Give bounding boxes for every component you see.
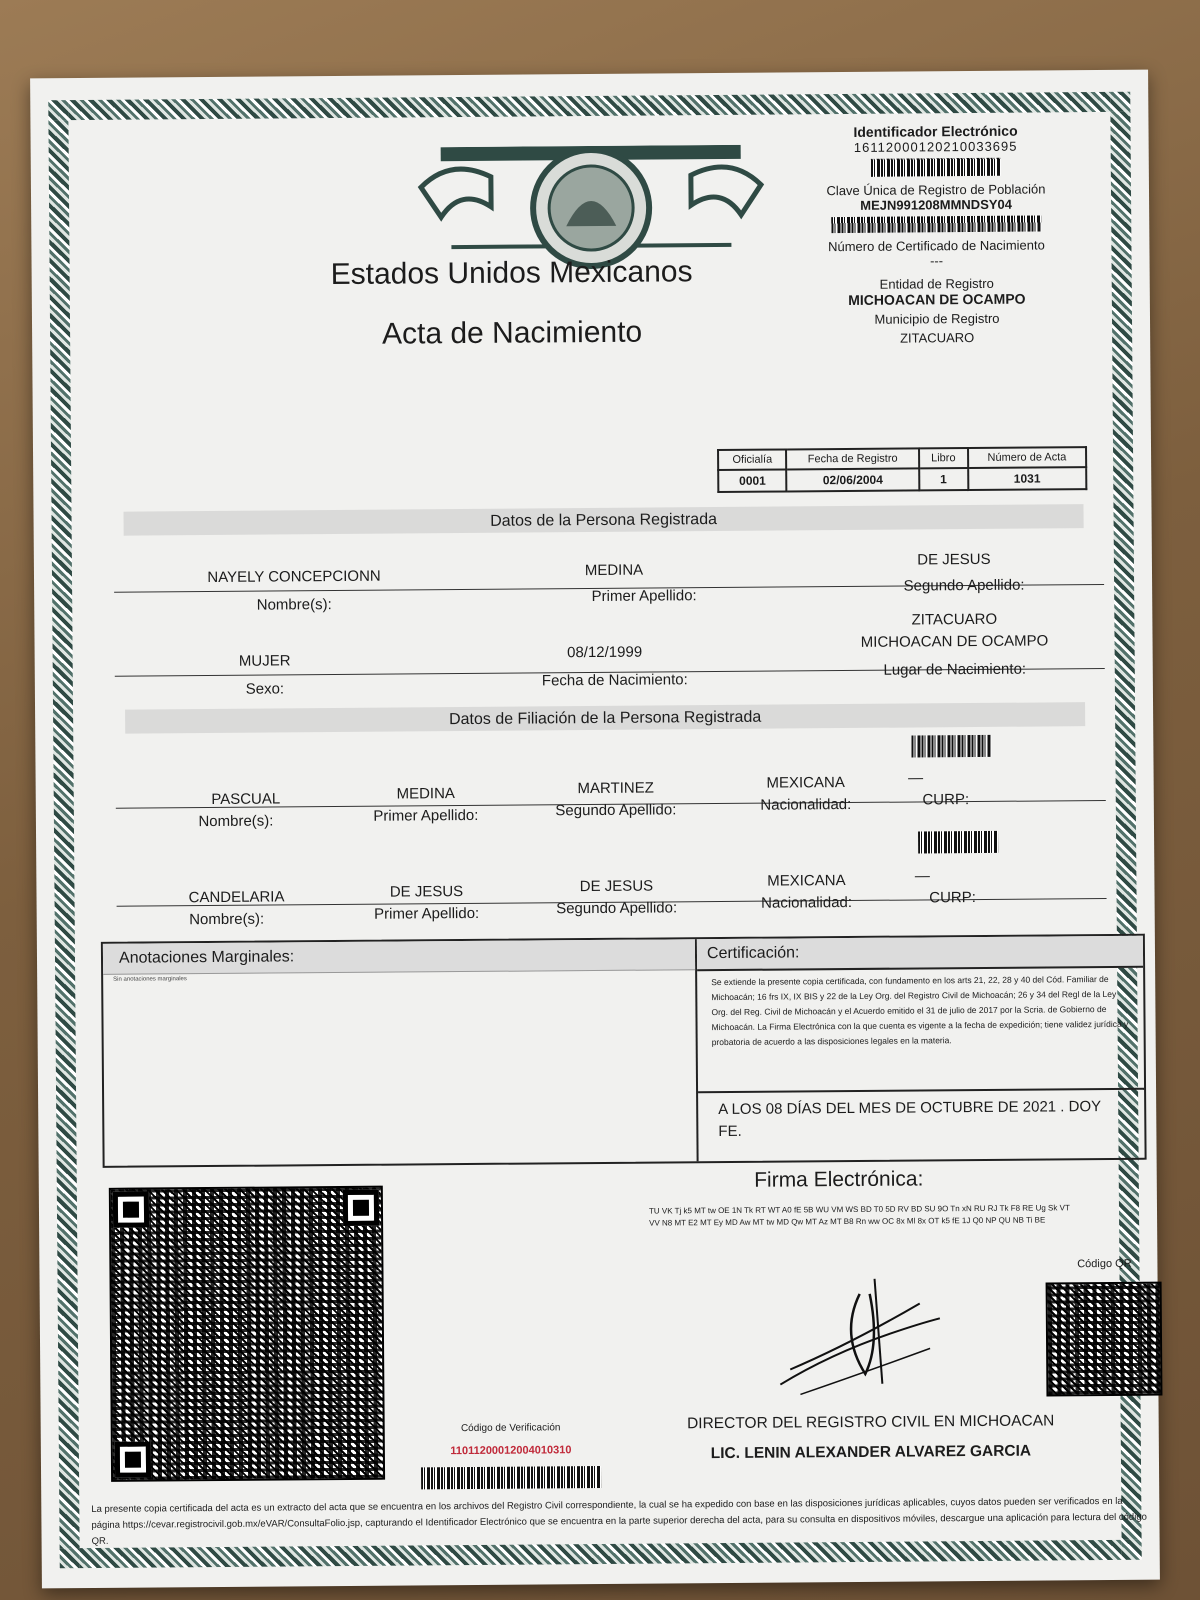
parent-2-nationality-value: MEXICANA bbox=[767, 872, 846, 890]
electronic-id-label: Identificador Electrónico bbox=[853, 122, 1018, 140]
annotations-body: Sin anotaciones marginales bbox=[113, 976, 187, 983]
annotations-title: Anotaciones Marginales: bbox=[103, 939, 695, 975]
certification-date-line: A LOS 08 DÍAS DEL MES DE OCTUBRE DE 2021 . DOY FE. bbox=[718, 1098, 1101, 1141]
parent-1-second-surname-label: Segundo Apellido: bbox=[555, 801, 677, 820]
qr-label: Código QR bbox=[1077, 1257, 1132, 1271]
parent-2-curp-barcode bbox=[918, 831, 998, 854]
person-name-value: NAYELY CONCEPCIONN bbox=[207, 567, 381, 587]
verification-label: Código de Verificación bbox=[460, 1422, 561, 1435]
qr-finder-pattern bbox=[115, 1442, 151, 1478]
certificate-label: Número de Certificado de Nacimiento bbox=[827, 237, 1045, 255]
registry-act-number-value: 1031 bbox=[968, 467, 1086, 490]
footer-disclaimer: La presente copia certificada del acta es un extracto del acta que se encuentra en los archivos del Registro Civil correspondiente, la cual se ha expedido con base en las disposiciones jurídicas aplicables, cuyos datos pueden ser verificados en la página https://cevar.registrocivil.gob.mx/eVAR/ConsultaFolio.jsp, capturando el Identificador Electrónico que se encuentra en la parte superior derecha del acta, para su consulta en dispositivos móviles, descargue una aplicación para lectura del código QR. bbox=[91, 1495, 1147, 1547]
electronic-signature-code: TU VK Tj k5 MT tw OE 1N Tk RT WT A0 fE 5B WU VM WS BD T0 5D RV BD SU 9O Tn xN RU RJ Tk F8 RE Ug Sk VT VV N8 MT E2 MT Ey MD Aw MT tw MD Qw MT Az MT B8 Rn ww OC 8x Ml 8x OT k5 fE 1J Q0 NP QU NB Ti BE bbox=[648, 1203, 1070, 1228]
parent-2-name-value: CANDELARIA bbox=[188, 888, 285, 907]
curp-barcode bbox=[831, 215, 1041, 233]
person-name-label: Nombre(s): bbox=[256, 596, 332, 614]
parent-1-second-surname-value: MARTINEZ bbox=[577, 779, 654, 798]
person-second-surname-value: DE JESUS bbox=[917, 550, 991, 569]
electronic-signature-title: Firma Electrónica: bbox=[754, 1167, 924, 1192]
verification-barcode bbox=[421, 1466, 601, 1489]
person-first-surname-value: MEDINA bbox=[584, 561, 644, 580]
certification-panel bbox=[697, 936, 1145, 1161]
registry-header-cell: Oficialía bbox=[718, 449, 787, 470]
document-title: Acta de Nacimiento bbox=[381, 315, 643, 351]
certificate-value: --- bbox=[929, 253, 944, 269]
parent-2-nationality-label: Nacionalidad: bbox=[761, 893, 853, 912]
municipality-label: Municipio de Registro bbox=[874, 310, 1000, 327]
director-title: DIRECTOR DEL REGISTRO CIVIL EN MICHOACAN bbox=[687, 1412, 1055, 1433]
parent-2-curp-value: — bbox=[914, 867, 930, 885]
birth-date-label: Fecha de Nacimiento: bbox=[541, 671, 688, 690]
small-qr-code bbox=[1046, 1282, 1163, 1397]
parent-2-name-label: Nombre(s): bbox=[189, 910, 265, 929]
birth-place-label: Lugar de Nacimiento: bbox=[883, 660, 1027, 679]
parent-1-name-label: Nombre(s): bbox=[198, 812, 274, 831]
entity-label: Entidad de Registro bbox=[879, 275, 994, 292]
document-body bbox=[80, 122, 1147, 1547]
sex-label: Sexo: bbox=[245, 680, 285, 698]
parent-1-curp-barcode bbox=[911, 735, 991, 758]
parent-2-second-surname-label: Segundo Apellido: bbox=[556, 899, 678, 918]
large-qr-code bbox=[109, 1186, 385, 1482]
person-first-surname-label: Primer Apellido: bbox=[591, 587, 697, 606]
entity-value: MICHOACAN DE OCAMPO bbox=[848, 290, 1026, 308]
registry-book-value: 1 bbox=[919, 468, 968, 490]
registry-table-value-row bbox=[718, 467, 1086, 492]
annotations-certification-box bbox=[101, 934, 1147, 1168]
curp-value: MEJN991208MMNDSY04 bbox=[860, 196, 1013, 213]
parent-1-curp-label: CURP: bbox=[922, 791, 970, 809]
electronic-id-barcode bbox=[871, 158, 1001, 177]
parent-2-first-surname-label: Primer Apellido: bbox=[374, 904, 480, 923]
parent-1-nationality-value: MEXICANA bbox=[766, 774, 845, 792]
registry-header-cell: Libro bbox=[919, 448, 968, 468]
registry-table bbox=[717, 446, 1087, 493]
parent-1-first-surname-label: Primer Apellido: bbox=[373, 806, 479, 825]
parent-1-curp-value: — bbox=[908, 769, 924, 787]
birth-place-state-value: MICHOACAN DE OCAMPO bbox=[860, 632, 1049, 651]
birth-certificate-document bbox=[30, 70, 1160, 1589]
sex-value: MUJER bbox=[238, 652, 291, 670]
parent-1-nationality-label: Nacionalidad: bbox=[760, 795, 852, 814]
person-second-surname-label: Segundo Apellido: bbox=[903, 576, 1025, 595]
director-name: LIC. LENIN ALEXANDER ALVAREZ GARCIA bbox=[710, 1442, 1032, 1463]
parent-2-first-surname-value: DE JESUS bbox=[389, 883, 464, 901]
birth-date-value: 08/12/1999 bbox=[567, 643, 643, 662]
annotations-panel bbox=[103, 939, 699, 1166]
certification-body: Se extiende la presente copia certificada, con fundamento en los arts 21, 22, 28 y 40 del Cód. Familiar de Michoacán; 16 frs IX, IX BIS y 22 de la Ley Org. del Registro Civil de Michoacán; 26 y 34 del Regl de la Ley Org. del Reg. Civil de Michoacán y el Acuerdo emitido el 31 de julio de 2017 por la Scria. de Gobierno de Michoacán. La Firma Electrónica con la que cuenta es vigente a la fecha de expedición; tiene validez jurídica y probatoria de acuerdo a las disposiciones legales en la materia. bbox=[697, 968, 1144, 1093]
parent-2-second-surname-value: DE JESUS bbox=[579, 877, 654, 896]
qr-finder-pattern bbox=[113, 1192, 149, 1228]
registry-date-value: 02/06/2004 bbox=[787, 468, 919, 491]
electronic-id-value: 16112000120210033695 bbox=[853, 138, 1018, 155]
certification-title: Certificación: bbox=[697, 936, 1143, 972]
person-section-title: Datos de la Persona Registrada bbox=[490, 511, 718, 530]
birth-place-city-value: ZITACUARO bbox=[911, 610, 998, 629]
qr-finder-pattern bbox=[343, 1190, 379, 1226]
registry-office-value: 0001 bbox=[718, 469, 787, 492]
country-title: Estados Unidos Mexicanos bbox=[330, 255, 693, 292]
registry-header-cell: Número de Acta bbox=[968, 447, 1086, 468]
parent-1-name-value: PASCUAL bbox=[211, 790, 281, 809]
handwritten-signature bbox=[770, 1273, 951, 1404]
filiation-section-title: Datos de Filiación de la Persona Registrada bbox=[448, 708, 762, 729]
parent-2-curp-label: CURP: bbox=[929, 889, 976, 907]
registry-header-cell: Fecha de Registro bbox=[786, 448, 918, 469]
curp-label: Clave Única de Registro de Población bbox=[826, 181, 1046, 199]
parent-1-first-surname-value: MEDINA bbox=[396, 785, 455, 803]
verification-code: 11011200012004010310 bbox=[450, 1444, 572, 1458]
municipality-value: ZITACUARO bbox=[900, 330, 975, 346]
